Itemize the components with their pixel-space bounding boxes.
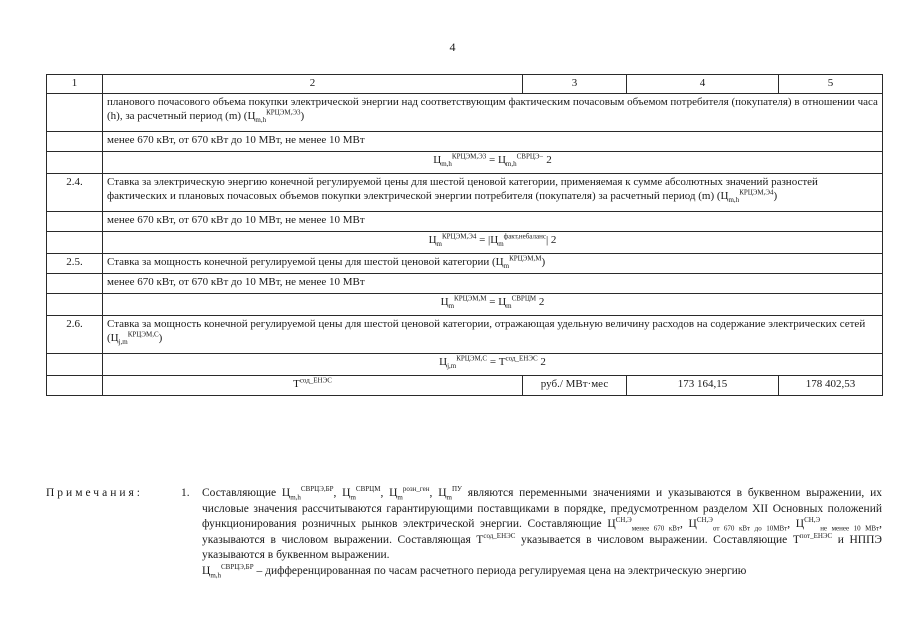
header-col-1: 1 [47, 75, 103, 94]
table-header-row [47, 75, 883, 94]
table-row [47, 232, 883, 254]
row-description: Ставка за мощность конечной регулируемой цены для шестой ценовой категории, отражающая удельную величину расходов на содержание электрических сетей $(Ц_{j,m}^{КРЦЭМ,С})$ [103, 316, 883, 354]
table-row [47, 294, 883, 316]
power-range-label: менее 670 кВт, от 670 кВт до 10 МВт, не менее 10 МВт [103, 212, 883, 232]
table-row [47, 132, 883, 152]
header-col-2: 2 [103, 75, 523, 94]
power-range-label: менее 670 кВт, от 670 кВт до 10 МВт, не менее 10 МВт [103, 132, 883, 152]
row-description: Ставка за мощность конечной регулируемой цены для шестой ценовой категории $(Ц_m^{КРЦЭМ,М})$ [103, 254, 883, 274]
row-number [47, 94, 103, 132]
table-row [47, 174, 883, 212]
row-number: 2.6. [47, 316, 103, 354]
table-row [47, 212, 883, 232]
formula: $Ц_m^{КРЦЭМ,Э4} = |Ц_m^{факт,небаланс}|$ 2 [103, 232, 883, 254]
tariff-table [46, 74, 883, 396]
notes-index: 1. [181, 487, 190, 499]
header-col-3: 3 [523, 75, 627, 94]
table-row [47, 94, 883, 132]
note-paragraph: Составляющие $Ц_{m,h}^{СВРЦЭ,БР}$, $Ц_m^{СВРЦМ}$, $Ц_m^{розн\_ген}$, $Ц_m^{ПУ}$ являются переменными значениями и указываются в буквенном выражении, их числовые значения рассчитываются гарантирующими поставщиками в порядке, предусмотренном разделом XII Основных положений функционирования розничных рынков электрической энергии. Составляющие $Ц^{СН,Э}_{менее 670 кВт}$, $Ц^{СН,Э}_{от 670 кВт до 10МВт}$, $Ц^{СН,Э}_{не менее 10 МВт}$, указываются в числовом выражении. Составляющая $Т^{сод\_ЕНЭС}$ указывается в числовом выражении. Составляющие $Т^{пот\_ЕНЭС}$ и НППЭ указываются в буквенном выражении. [202, 485, 882, 562]
tariff-label: $Т^{сод\_ЕНЭС}$ [103, 376, 523, 396]
row-description: планового почасового объема покупки электрической энергии над соответствующим фактическим почасовым объемом потребителя (покупателя) в отношении часа (h), за расчетный период (m) $(Ц_{m,h}^{КРЦЭМ,Э3})$ [103, 94, 883, 132]
value-cell-1: 173 164,15 [627, 376, 779, 396]
table-row [47, 354, 883, 376]
notes-label: Примечания: [46, 487, 143, 499]
table-row [47, 254, 883, 274]
page-number: 4 [449, 40, 456, 54]
formula: $Ц_{j,m}^{КРЦЭМ,С} = Т^{сод\_ЕНЭС}$ 2 [103, 354, 883, 376]
table-row [47, 376, 883, 396]
header-col-5: 5 [779, 75, 883, 94]
notes-body [202, 486, 882, 579]
row-number: 2.5. [47, 254, 103, 274]
row-description: Ставка за электрическую энергию конечной регулируемой цены для шестой ценовой категории, применяемая к сумме абсолютных значений разностей фактических и плановых почасовых объемов покупки электрической энергии потребителя (покупателя) за расчетный период (m) $(Ц_{m,h}^{КРЦЭМ,Э4})$ [103, 174, 883, 212]
table-row [47, 152, 883, 174]
formula: $Ц_m^{КРЦЭМ,М} = Ц_m^{СВРЦМ}$ 2 [103, 294, 883, 316]
row-number: 2.4. [47, 174, 103, 212]
table-row [47, 274, 883, 294]
power-range-label: менее 670 кВт, от 670 кВт до 10 МВт, не менее 10 МВт [103, 274, 883, 294]
header-col-4: 4 [627, 75, 779, 94]
unit-cell: руб./ МВт·мес [523, 376, 627, 396]
value-cell-2: 178 402,53 [779, 376, 883, 396]
formula: $Ц_{m,h}^{КРЦЭМ,Э3} = Ц_{m,h}^{СВРЦЭ-}$ 2 [103, 152, 883, 174]
table-row [47, 316, 883, 354]
note-definition: $Ц_{m,h}^{СВРЦЭ,БР}$ – дифференцированная по часам расчетного периода регулируемая цена на электрическую энергию [202, 562, 747, 579]
